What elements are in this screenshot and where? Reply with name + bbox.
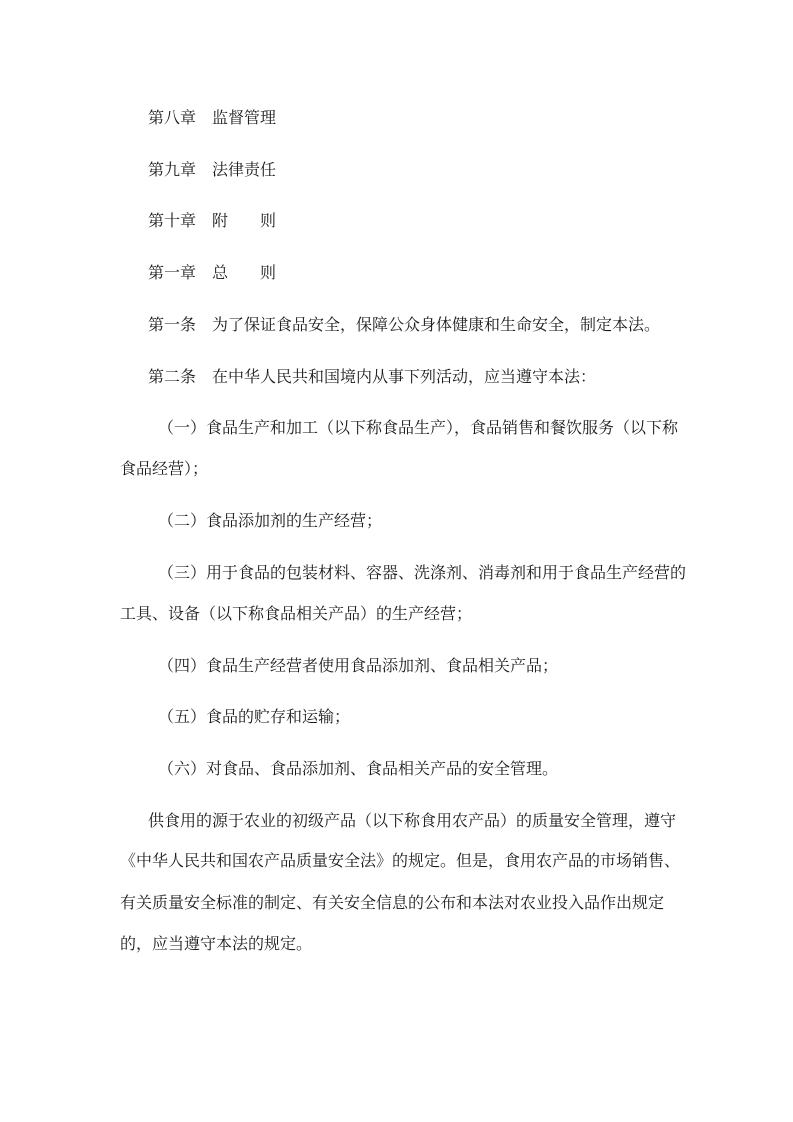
chapter-title-part: 总	[212, 263, 229, 282]
list-item-line: （五）食品的贮存和运输；	[158, 707, 351, 726]
chapter-heading	[148, 160, 276, 180]
article-text: 在中华人民共和国境内从事下列活动，应当遵守本法：	[212, 367, 597, 386]
chapter-number: 第八章	[148, 108, 197, 127]
chapter-number: 第一章	[148, 263, 197, 282]
article-text: 为了保证食品安全，保障公众身体健康和生命安全，制定本法。	[212, 315, 661, 334]
list-item-line: （三）用于食品的包装材料、容器、洗涤剂、消毒剂和用于食品生产经营的	[158, 563, 687, 582]
article-paragraph	[148, 315, 660, 335]
chapter-heading	[148, 211, 276, 231]
paragraph-line: 的，应当遵守本法的规定。	[120, 934, 313, 953]
article-number: 第一条	[148, 315, 197, 334]
chapter-heading	[148, 263, 276, 283]
chapter-title: 监督管理	[212, 108, 277, 127]
list-item-line: （四）食品生产经营者使用食品添加剂、食品相关产品；	[158, 656, 559, 675]
chapter-title-part: 则	[260, 263, 277, 282]
paragraph-line: 《中华人民共和国农产品质量安全法》的规定。但是，食用农产品的市场销售、	[120, 851, 681, 870]
list-item-line: （二）食品添加剂的生产经营；	[158, 511, 383, 530]
chapter-title-part: 则	[260, 211, 277, 230]
article-number: 第二条	[148, 367, 197, 386]
chapter-number: 第十章	[148, 211, 197, 230]
chapter-heading	[148, 108, 276, 128]
list-item-line: （一）食品生产和加工（以下称食品生产），食品销售和餐饮服务（以下称	[158, 418, 679, 437]
chapter-title-part: 附	[212, 211, 229, 230]
list-item-line: 工具、设备（以下称食品相关产品）的生产经营；	[120, 604, 473, 623]
paragraph-line: 供食用的源于农业的初级产品（以下称食用农产品）的质量安全管理，遵守	[148, 811, 677, 830]
chapter-number: 第九章	[148, 160, 197, 179]
article-paragraph	[148, 367, 596, 387]
chapter-title: 法律责任	[212, 160, 277, 179]
list-item-line: （六）对食品、食品添加剂、食品相关产品的安全管理。	[158, 759, 559, 778]
list-item-line: 食品经营）；	[120, 459, 209, 478]
paragraph-line: 有关质量安全标准的制定、有关安全信息的公布和本法对农业投入品作出规定	[120, 893, 665, 912]
